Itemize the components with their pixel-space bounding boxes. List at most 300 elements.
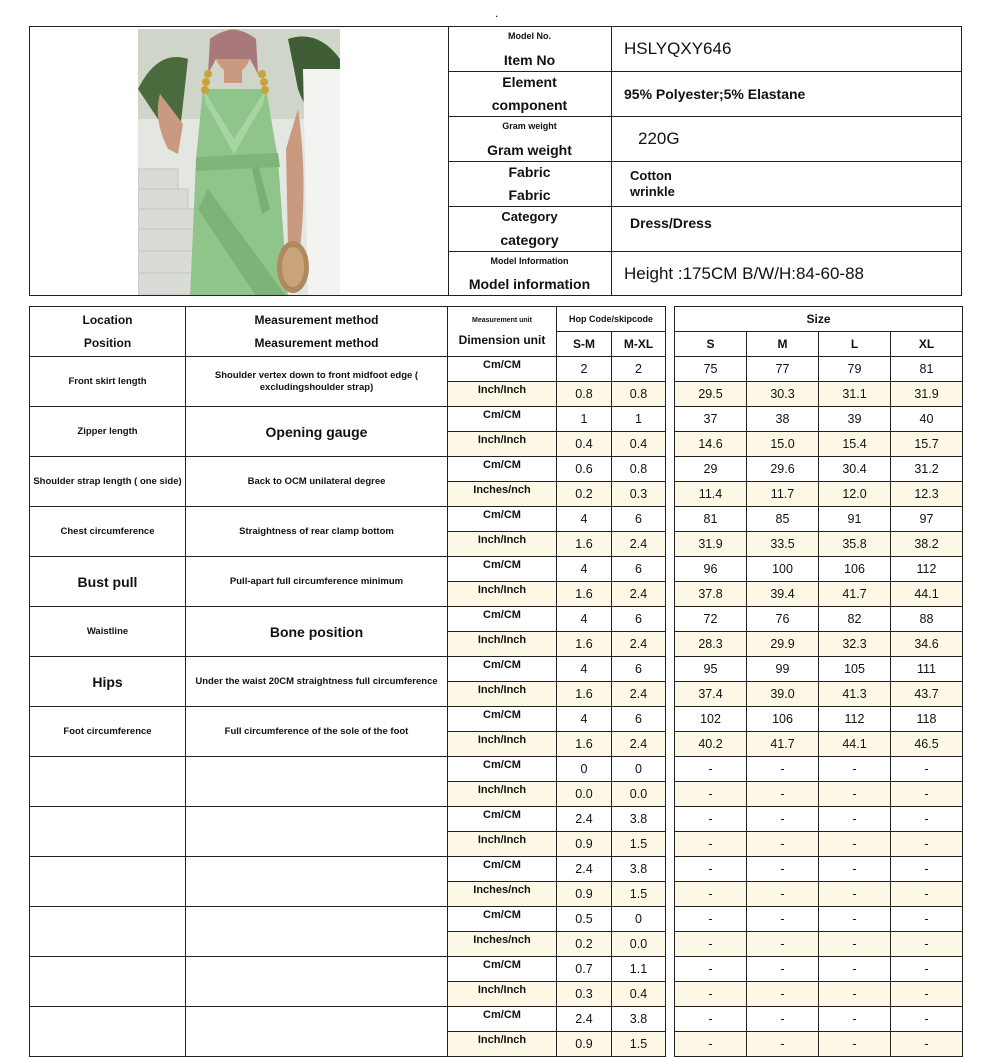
row-model-information: [448, 252, 961, 295]
size-cell-xl: -: [891, 832, 963, 857]
unit-cell: Cm/CM: [448, 607, 557, 632]
row-element-component: [448, 72, 961, 117]
hop-cell-mxl: 2: [612, 357, 666, 382]
photo-cell: [30, 27, 449, 295]
position-cell: Hips: [30, 657, 186, 707]
green-wrap-dress-photo: [138, 29, 340, 295]
hop-cell-mxl: 2.4: [612, 582, 666, 607]
size-cell-l: -: [819, 832, 891, 857]
size-cell-m: 29.9: [747, 632, 819, 657]
size-cell-m: -: [747, 857, 819, 882]
key-small: Model Information: [490, 256, 569, 266]
hop-cell-sm: 0.7: [557, 957, 612, 982]
column-gap: [666, 657, 675, 682]
column-gap: [666, 782, 675, 807]
size-cell-m: 38: [747, 407, 819, 432]
measurement-row: [30, 757, 963, 782]
hop-cell-mxl: 6: [612, 607, 666, 632]
unit-cell: Cm/CM: [448, 957, 557, 982]
size-cell-l: 79: [819, 357, 891, 382]
unit-cell: Cm/CM: [448, 407, 557, 432]
hop-cell-sm: 4: [557, 607, 612, 632]
unit-cell: Inch/Inch: [448, 632, 557, 657]
key-big-bottom: component: [491, 97, 568, 113]
hop-cell-sm: 1.6: [557, 732, 612, 757]
header-size-xl: XL: [891, 332, 963, 357]
hop-cell-sm: 0.8: [557, 382, 612, 407]
hop-cell-mxl: 0.0: [612, 782, 666, 807]
hop-cell-mxl: 6: [612, 707, 666, 732]
hop-cell-sm: 1.6: [557, 582, 612, 607]
size-cell-l: 35.8: [819, 532, 891, 557]
row-gram-weight: [448, 117, 961, 162]
row-item-no: [448, 27, 961, 72]
value-category: Dress/Dress: [630, 215, 712, 231]
size-cell-xl: -: [891, 982, 963, 1007]
measurement-row: [30, 957, 963, 982]
column-gap: [666, 907, 675, 932]
hop-cell-sm: 1.6: [557, 632, 612, 657]
size-cell-s: -: [675, 982, 747, 1007]
size-cell-l: 30.4: [819, 457, 891, 482]
hop-cell-sm: 0.3: [557, 982, 612, 1007]
key-big: Gram weight: [487, 142, 572, 158]
method-cell: Bone position: [186, 607, 448, 657]
unit-cell: Cm/CM: [448, 707, 557, 732]
size-cell-xl: -: [891, 882, 963, 907]
size-cell-m: 77: [747, 357, 819, 382]
column-gap: [666, 832, 675, 857]
position-cell: [30, 807, 186, 857]
method-cell: Shoulder vertex down to front midfoot edge ( excludingshoulder strap): [186, 357, 448, 407]
size-cell-m: -: [747, 982, 819, 1007]
unit-cell: Cm/CM: [448, 757, 557, 782]
hop-cell-sm: 4: [557, 557, 612, 582]
header-hop-sm: S-M: [557, 332, 612, 357]
size-cell-s: -: [675, 882, 747, 907]
size-cell-xl: 31.9: [891, 382, 963, 407]
measurement-row: [30, 1007, 963, 1032]
size-cell-xl: 40: [891, 407, 963, 432]
key-model-information: [448, 252, 612, 295]
size-cell-l: -: [819, 782, 891, 807]
hop-cell-mxl: 1.5: [612, 1032, 666, 1057]
header-unit: [448, 307, 557, 357]
size-cell-m: -: [747, 757, 819, 782]
size-cell-m: 106: [747, 707, 819, 732]
measurement-row: [30, 857, 963, 882]
size-cell-xl: 34.6: [891, 632, 963, 657]
column-gap: [666, 632, 675, 657]
size-cell-xl: 88: [891, 607, 963, 632]
column-gap: [666, 932, 675, 957]
column-gap: [666, 807, 675, 832]
measurement-row: [30, 807, 963, 832]
hop-cell-sm: 2.4: [557, 807, 612, 832]
column-gap: [666, 857, 675, 882]
header-unit-big: Dimension unit: [458, 332, 546, 347]
hop-cell-mxl: 0.3: [612, 482, 666, 507]
size-cell-m: 100: [747, 557, 819, 582]
size-cell-s: 37.4: [675, 682, 747, 707]
size-cell-s: 28.3: [675, 632, 747, 657]
size-cell-s: 75: [675, 357, 747, 382]
hop-cell-sm: 0.9: [557, 1032, 612, 1057]
method-cell: [186, 907, 448, 957]
hop-cell-sm: 0.5: [557, 907, 612, 932]
size-cell-m: 99: [747, 657, 819, 682]
header-size: Size: [675, 307, 963, 332]
hop-cell-sm: 2: [557, 357, 612, 382]
unit-cell: Inches/nch: [448, 482, 557, 507]
hop-cell-mxl: 3.8: [612, 857, 666, 882]
row-category: [448, 207, 961, 252]
unit-cell: Cm/CM: [448, 657, 557, 682]
method-cell: Opening gauge: [186, 407, 448, 457]
measurement-row: [30, 907, 963, 932]
hop-cell-mxl: 1: [612, 407, 666, 432]
hop-cell-sm: 2.4: [557, 1007, 612, 1032]
size-cell-m: 30.3: [747, 382, 819, 407]
size-cell-xl: 31.2: [891, 457, 963, 482]
size-cell-xl: 111: [891, 657, 963, 682]
size-cell-xl: 81: [891, 357, 963, 382]
hop-cell-sm: 0.9: [557, 882, 612, 907]
hop-cell-sm: 4: [557, 707, 612, 732]
method-cell: Pull-apart full circumference minimum: [186, 557, 448, 607]
size-cell-l: -: [819, 1007, 891, 1032]
hop-cell-mxl: 1.5: [612, 882, 666, 907]
position-cell: [30, 757, 186, 807]
method-cell: [186, 957, 448, 1007]
size-cell-s: -: [675, 1032, 747, 1057]
size-cell-l: 15.4: [819, 432, 891, 457]
hop-cell-mxl: 3.8: [612, 1007, 666, 1032]
hop-cell-mxl: 0.0: [612, 932, 666, 957]
hop-cell-sm: 0: [557, 757, 612, 782]
hop-cell-mxl: 0.4: [612, 432, 666, 457]
key-big-bottom: Fabric: [508, 187, 551, 203]
header-hop-mxl: M-XL: [612, 332, 666, 357]
header-location-big: Position: [83, 336, 132, 350]
hop-cell-sm: 0.0: [557, 782, 612, 807]
size-cell-l: 82: [819, 607, 891, 632]
size-cell-xl: 44.1: [891, 582, 963, 607]
column-gap: [666, 957, 675, 982]
size-cell-xl: -: [891, 932, 963, 957]
size-cell-xl: 97: [891, 507, 963, 532]
size-cell-l: 106: [819, 557, 891, 582]
size-cell-l: 31.1: [819, 382, 891, 407]
position-cell: Waistline: [30, 607, 186, 657]
header-size-l: L: [819, 332, 891, 357]
unit-cell: Inches/nch: [448, 932, 557, 957]
size-cell-l: -: [819, 957, 891, 982]
hop-cell-sm: 4: [557, 657, 612, 682]
value-item-no: HSLYQXY646: [624, 39, 732, 58]
value-element-component: 95% Polyester;5% Elastane: [624, 86, 806, 102]
size-cell-l: 112: [819, 707, 891, 732]
size-cell-s: -: [675, 832, 747, 857]
unit-cell: Cm/CM: [448, 807, 557, 832]
hop-cell-sm: 0.9: [557, 832, 612, 857]
position-cell: [30, 957, 186, 1007]
product-attributes: [448, 27, 961, 295]
size-cell-xl: 38.2: [891, 532, 963, 557]
key-big-top: Category: [501, 209, 558, 224]
method-cell: [186, 857, 448, 907]
measurement-row: [30, 557, 963, 582]
position-cell: [30, 907, 186, 957]
unit-cell: Inch/Inch: [448, 682, 557, 707]
key-item-no: [448, 27, 612, 71]
size-cell-s: 37: [675, 407, 747, 432]
value-model-information: Height :175CM B/W/H:84-60-88: [624, 263, 864, 283]
measurement-table-body: [30, 307, 963, 1057]
hop-cell-mxl: 2.4: [612, 682, 666, 707]
header-location: [30, 307, 186, 357]
size-cell-m: 11.7: [747, 482, 819, 507]
size-cell-m: -: [747, 882, 819, 907]
measurement-row: [30, 607, 963, 632]
size-cell-m: -: [747, 1032, 819, 1057]
hop-cell-sm: 1.6: [557, 682, 612, 707]
unit-cell: Inch/Inch: [448, 582, 557, 607]
method-cell: [186, 807, 448, 857]
method-cell: Under the waist 20CM straightness full circumference: [186, 657, 448, 707]
header-unit-small: Measurement unit: [472, 316, 532, 324]
key-big: Model information: [468, 276, 591, 292]
column-gap: [666, 1007, 675, 1032]
unit-cell: Cm/CM: [448, 1007, 557, 1032]
size-cell-s: 29: [675, 457, 747, 482]
key-big-top: Fabric: [508, 164, 551, 180]
column-gap: [666, 307, 675, 357]
header-method-big: Measurement method: [254, 336, 379, 350]
size-cell-s: 40.2: [675, 732, 747, 757]
size-cell-s: 14.6: [675, 432, 747, 457]
size-cell-l: 39: [819, 407, 891, 432]
size-cell-s: 11.4: [675, 482, 747, 507]
size-cell-m: -: [747, 957, 819, 982]
hop-cell-sm: 0.2: [557, 482, 612, 507]
unit-cell: Inch/Inch: [448, 382, 557, 407]
size-cell-s: 81: [675, 507, 747, 532]
unit-cell: Cm/CM: [448, 507, 557, 532]
hop-cell-sm: 0.6: [557, 457, 612, 482]
header-method: [186, 307, 448, 357]
hop-cell-mxl: 1.5: [612, 832, 666, 857]
hop-cell-mxl: 0.4: [612, 982, 666, 1007]
size-cell-xl: 43.7: [891, 682, 963, 707]
key-fabric: [448, 162, 612, 206]
hop-cell-mxl: 1.1: [612, 957, 666, 982]
size-cell-m: 29.6: [747, 457, 819, 482]
size-cell-m: 41.7: [747, 732, 819, 757]
size-cell-m: -: [747, 832, 819, 857]
page-dot: .: [495, 6, 499, 20]
size-cell-xl: -: [891, 857, 963, 882]
hop-cell-mxl: 2.4: [612, 532, 666, 557]
measurement-row: [30, 657, 963, 682]
size-cell-l: 41.7: [819, 582, 891, 607]
size-cell-xl: 12.3: [891, 482, 963, 507]
column-gap: [666, 707, 675, 732]
size-cell-l: 12.0: [819, 482, 891, 507]
size-cell-m: 39.4: [747, 582, 819, 607]
size-cell-m: -: [747, 932, 819, 957]
column-gap: [666, 882, 675, 907]
measurement-row: [30, 457, 963, 482]
unit-cell: Inch/Inch: [448, 532, 557, 557]
hop-cell-mxl: 2.4: [612, 632, 666, 657]
size-cell-l: 32.3: [819, 632, 891, 657]
position-cell: [30, 857, 186, 907]
position-cell: Shoulder strap length ( one side): [30, 457, 186, 507]
key-big: Item No: [503, 52, 556, 68]
size-cell-xl: -: [891, 782, 963, 807]
header-size-m: M: [747, 332, 819, 357]
position-cell: Front skirt length: [30, 357, 186, 407]
unit-cell: Inches/nch: [448, 882, 557, 907]
size-cell-xl: -: [891, 1007, 963, 1032]
measurement-row: [30, 507, 963, 532]
column-gap: [666, 382, 675, 407]
hop-cell-sm: 1.6: [557, 532, 612, 557]
column-gap: [666, 532, 675, 557]
column-gap: [666, 407, 675, 432]
hop-cell-mxl: 3.8: [612, 807, 666, 832]
value-fabric: [630, 162, 675, 206]
column-gap: [666, 982, 675, 1007]
hop-cell-mxl: 6: [612, 657, 666, 682]
size-cell-l: 91: [819, 507, 891, 532]
header-method-small: Measurement method: [254, 313, 379, 327]
method-cell: Full circumference of the sole of the foot: [186, 707, 448, 757]
size-cell-m: 76: [747, 607, 819, 632]
method-cell: [186, 757, 448, 807]
measurement-row: [30, 707, 963, 732]
hop-cell-mxl: 0.8: [612, 382, 666, 407]
column-gap: [666, 732, 675, 757]
column-gap: [666, 507, 675, 532]
column-gap: [666, 457, 675, 482]
hop-cell-sm: 0.4: [557, 432, 612, 457]
size-cell-s: -: [675, 932, 747, 957]
size-cell-l: -: [819, 857, 891, 882]
size-cell-l: -: [819, 982, 891, 1007]
key-small: Model No.: [508, 31, 551, 41]
size-cell-m: 85: [747, 507, 819, 532]
column-gap: [666, 482, 675, 507]
value-fabric-line2: wrinkle: [630, 184, 675, 199]
position-cell: [30, 1007, 186, 1057]
column-gap: [666, 357, 675, 382]
size-cell-m: 39.0: [747, 682, 819, 707]
key-gram-weight: [448, 117, 612, 161]
size-cell-xl: -: [891, 907, 963, 932]
size-cell-s: -: [675, 1007, 747, 1032]
column-gap: [666, 607, 675, 632]
unit-cell: Inch/Inch: [448, 832, 557, 857]
size-cell-xl: -: [891, 957, 963, 982]
hop-cell-mxl: 2.4: [612, 732, 666, 757]
product-info-block: [29, 26, 962, 296]
unit-cell: Inch/Inch: [448, 432, 557, 457]
size-cell-xl: -: [891, 1032, 963, 1057]
header-location-small: Location: [82, 313, 133, 327]
hop-cell-mxl: 6: [612, 507, 666, 532]
position-cell: Bust pull: [30, 557, 186, 607]
size-cell-xl: 46.5: [891, 732, 963, 757]
size-cell-l: -: [819, 1032, 891, 1057]
size-cell-s: -: [675, 907, 747, 932]
size-cell-l: 44.1: [819, 732, 891, 757]
measurement-table: [29, 306, 963, 1057]
position-cell: Chest circumference: [30, 507, 186, 557]
measurement-row: [30, 357, 963, 382]
size-cell-s: 31.9: [675, 532, 747, 557]
column-gap: [666, 582, 675, 607]
position-cell: Zipper length: [30, 407, 186, 457]
key-element-component: [448, 72, 612, 116]
hop-cell-sm: 4: [557, 507, 612, 532]
size-cell-m: -: [747, 907, 819, 932]
measurement-row: [30, 407, 963, 432]
size-cell-m: 33.5: [747, 532, 819, 557]
column-gap: [666, 682, 675, 707]
method-cell: Straightness of rear clamp bottom: [186, 507, 448, 557]
unit-cell: Cm/CM: [448, 557, 557, 582]
dress-photo-icon: [138, 29, 340, 295]
size-cell-l: 105: [819, 657, 891, 682]
unit-cell: Cm/CM: [448, 357, 557, 382]
size-cell-m: -: [747, 1007, 819, 1032]
key-big-top: Element: [502, 74, 557, 90]
size-cell-l: 41.3: [819, 682, 891, 707]
column-gap: [666, 557, 675, 582]
unit-cell: Cm/CM: [448, 457, 557, 482]
header-size-s: S: [675, 332, 747, 357]
size-cell-xl: -: [891, 807, 963, 832]
unit-cell: Cm/CM: [448, 907, 557, 932]
hop-cell-mxl: 0: [612, 907, 666, 932]
size-cell-s: 29.5: [675, 382, 747, 407]
size-cell-m: -: [747, 807, 819, 832]
size-cell-xl: 118: [891, 707, 963, 732]
header-row-1: [30, 307, 963, 332]
hop-cell-sm: 0.2: [557, 932, 612, 957]
method-cell: [186, 1007, 448, 1057]
size-cell-s: 72: [675, 607, 747, 632]
size-cell-s: 37.8: [675, 582, 747, 607]
hop-cell-sm: 1: [557, 407, 612, 432]
size-cell-s: 96: [675, 557, 747, 582]
unit-cell: Inch/Inch: [448, 732, 557, 757]
hop-cell-mxl: 6: [612, 557, 666, 582]
size-cell-s: 102: [675, 707, 747, 732]
value-fabric-line1: Cotton: [630, 168, 672, 183]
key-category: [448, 207, 612, 251]
hop-cell-mxl: 0.8: [612, 457, 666, 482]
size-cell-l: -: [819, 907, 891, 932]
size-cell-s: 95: [675, 657, 747, 682]
unit-cell: Cm/CM: [448, 857, 557, 882]
column-gap: [666, 432, 675, 457]
column-gap: [666, 757, 675, 782]
size-cell-s: -: [675, 807, 747, 832]
size-cell-s: -: [675, 757, 747, 782]
